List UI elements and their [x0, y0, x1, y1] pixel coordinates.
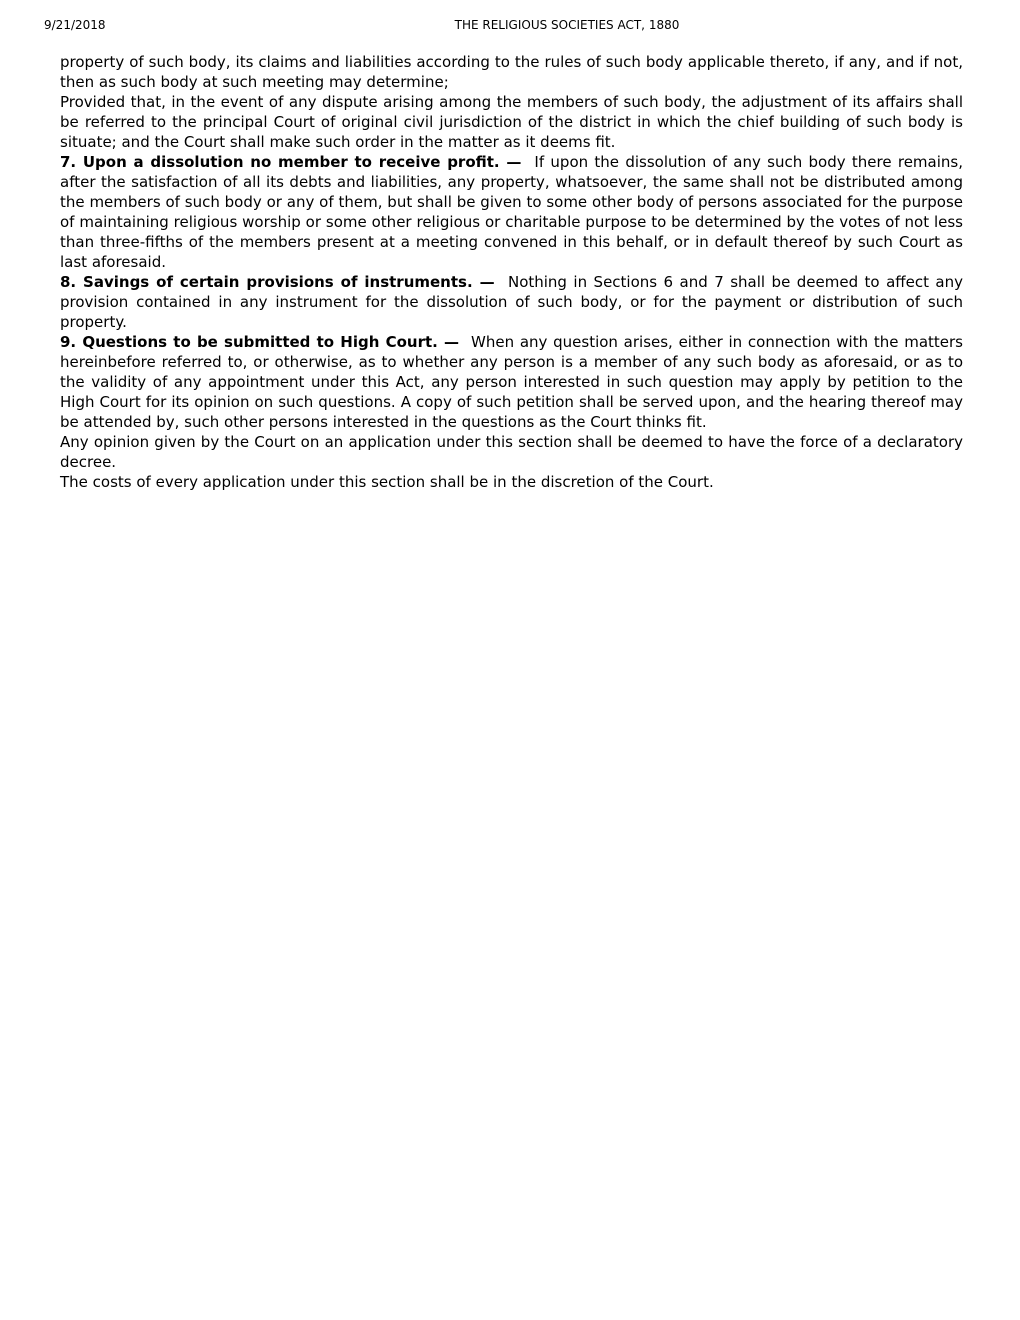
paragraph-text: Nothing in Sections 6 and 7 shall be deemed to affect any provision contained in any instrument for the dissolution of such body, or for the payment or distribution of such property.: [60, 273, 963, 331]
paragraph: [60, 272, 963, 332]
print-date: 9/21/2018: [44, 18, 106, 32]
paragraph: [60, 152, 963, 272]
paragraph-text: Any opinion given by the Court on an application under this section shall be deemed to have the force of a declaratory decree.: [60, 433, 963, 471]
section-heading: 8. Savings of certain provisions of instruments. —: [60, 273, 495, 291]
print-header: [0, 0, 1020, 40]
paragraph-text: The costs of every application under this section shall be in the discretion of the Court.: [60, 473, 714, 491]
paragraph-text: property of such body, its claims and liabilities according to the rules of such body applicable thereto, if any, and if not, then as such body at such meeting may determine;: [60, 53, 963, 91]
paragraph: [60, 472, 963, 492]
document-body: [60, 52, 963, 492]
paragraph-text: If upon the dissolution of any such body there remains, after the satisfaction of all its debts and liabilities, any property, whatsoever, the same shall not be distributed among the members of such body or any of them, but shall be given to some other body of persons associated for the purpose of maintaining religious worship or some other religious or charitable purpose to be determined by the votes of not less than three-fifths of the members present at a meeting convened in this behalf, or in default thereof by such Court as last aforesaid.: [60, 153, 963, 271]
paragraph: [60, 432, 963, 472]
section-heading: 9. Questions to be submitted to High Court. —: [60, 333, 460, 351]
paragraph: [60, 92, 963, 152]
section-heading: 7. Upon a dissolution no member to receive profit. —: [60, 153, 522, 171]
document-title: THE RELIGIOUS SOCIETIES ACT, 1880: [454, 18, 680, 32]
paragraph-text: Provided that, in the event of any dispute arising among the members of such body, the adjustment of its affairs shall be referred to the principal Court of original civil jurisdiction of the district in which the chief building of such body is situate; and the Court shall make such order in the matter as it deems fit.: [60, 93, 963, 151]
paragraph-text: When any question arises, either in connection with the matters hereinbefore referred to, or otherwise, as to whether any person is a member of any such body as aforesaid, or as to the validity of any appointment under this Act, any person interested in such question may apply by petition to the High Court for its opinion on such questions. A copy of such petition shall be served upon, and the hearing thereof may be attended by, such other persons interested in the questions as the Court thinks fit.: [60, 333, 963, 431]
paragraph: [60, 332, 963, 432]
paragraph: [60, 52, 963, 92]
